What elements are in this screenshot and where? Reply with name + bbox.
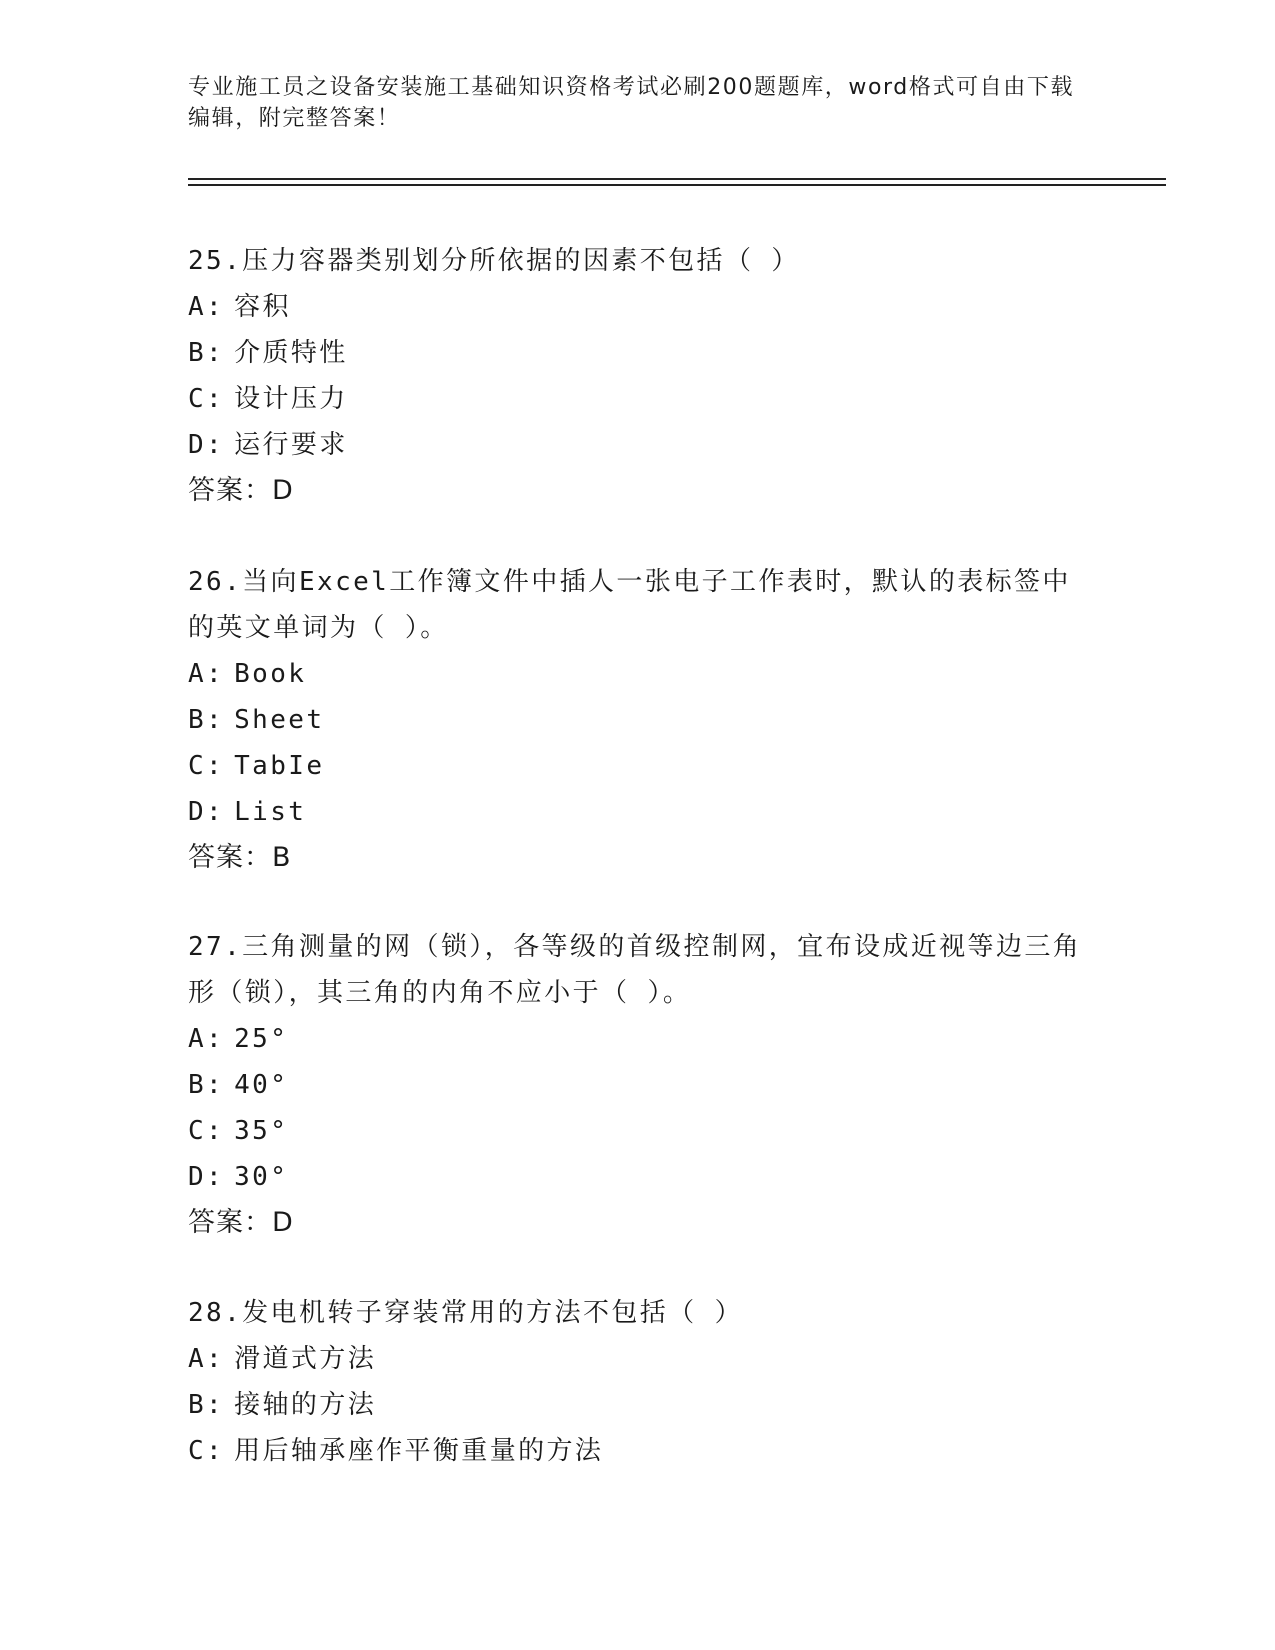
option-c — [188, 1428, 1088, 1474]
option-label: A: — [188, 1344, 225, 1374]
option-label: D: — [188, 797, 225, 827]
option-text: 30° — [234, 1162, 289, 1192]
option-label: B: — [188, 338, 225, 368]
option-b — [188, 1062, 1088, 1108]
option-d — [188, 422, 1088, 468]
question-27 — [188, 924, 1088, 1246]
header-rule-top — [188, 178, 1166, 180]
question-26 — [188, 559, 1088, 881]
option-label: C: — [188, 384, 225, 414]
option-label: D: — [188, 430, 225, 460]
answer-line: 答案：D — [188, 1207, 294, 1238]
option-label: A: — [188, 1024, 225, 1054]
option-text: 设计压力 — [234, 384, 348, 414]
option-text: 接轴的方法 — [234, 1390, 377, 1420]
option-d — [188, 1154, 1088, 1200]
option-text: 滑道式方法 — [234, 1344, 377, 1374]
document-header: 专业施工员之设备安装施工基础知识资格考试必刷200题题库，word格式可自由下载编辑，附完整答案！ — [188, 75, 1075, 131]
option-c — [188, 376, 1088, 422]
option-c — [188, 743, 1088, 789]
option-label: A: — [188, 659, 225, 689]
option-label: C: — [188, 751, 225, 781]
option-label: B: — [188, 1070, 225, 1100]
option-text: 40° — [234, 1070, 289, 1100]
option-a — [188, 1336, 1088, 1382]
option-d — [188, 789, 1088, 835]
option-a — [188, 284, 1088, 330]
option-text: 35° — [234, 1116, 289, 1146]
option-text: List — [234, 797, 307, 827]
option-label: B: — [188, 705, 225, 735]
option-label: D: — [188, 1162, 225, 1192]
option-text: Book — [234, 659, 307, 689]
question-stem: 28.发电机转子穿装常用的方法不包括（ ） — [188, 1298, 744, 1328]
answer-line: 答案：D — [188, 475, 294, 506]
question-stem: 25.压力容器类别划分所依据的因素不包括（ ） — [188, 246, 800, 276]
option-a — [188, 651, 1088, 697]
option-b — [188, 697, 1088, 743]
option-text: 25° — [234, 1024, 289, 1054]
option-text: 用后轴承座作平衡重量的方法 — [234, 1436, 604, 1466]
question-28 — [188, 1290, 1088, 1474]
option-text: TabIe — [234, 751, 325, 781]
answer-line: 答案：B — [188, 842, 292, 873]
question-25 — [188, 238, 1088, 514]
option-label: B: — [188, 1390, 225, 1420]
option-text: 容积 — [234, 292, 291, 322]
option-label: C: — [188, 1436, 225, 1466]
question-stem: 27.三角测量的网（锁），各等级的首级控制网，宜布设成近视等边三角形（锁），其三角的内角不应小于（ ）。 — [188, 932, 1082, 1008]
option-text: 运行要求 — [234, 430, 348, 460]
option-b — [188, 330, 1088, 376]
option-label: A: — [188, 292, 225, 322]
question-stem: 26.当向Excel工作簿文件中插人一张电子工作表时，默认的表标签中的英文单词为（ ）。 — [188, 567, 1071, 643]
header-rule-bottom — [188, 184, 1166, 186]
option-c — [188, 1108, 1088, 1154]
option-text: 介质特性 — [234, 338, 348, 368]
option-b — [188, 1382, 1088, 1428]
option-text: Sheet — [234, 705, 325, 735]
option-a — [188, 1016, 1088, 1062]
option-label: C: — [188, 1116, 225, 1146]
